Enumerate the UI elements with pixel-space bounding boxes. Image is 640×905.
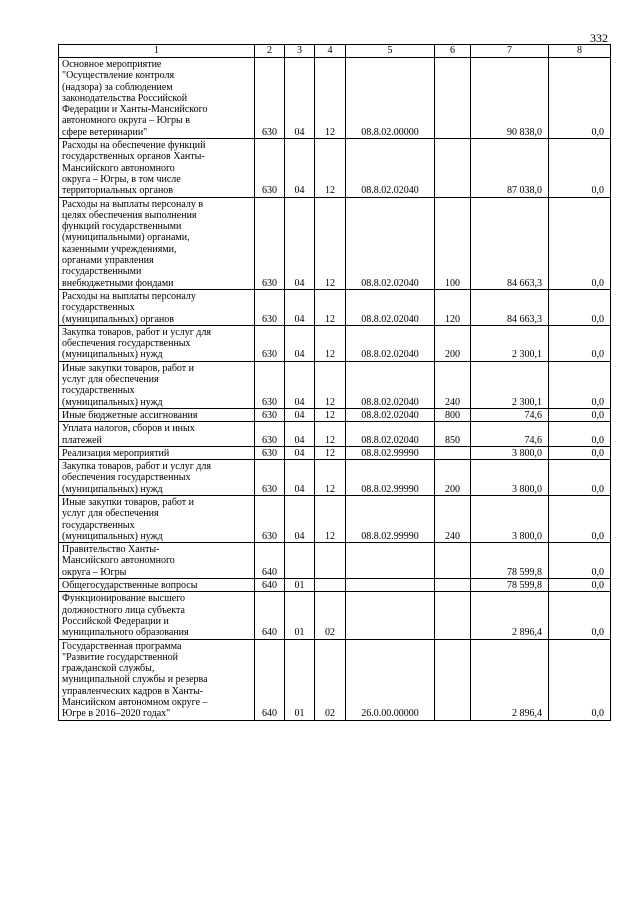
row-ministry-code: 630 <box>255 495 285 542</box>
row-section-code: 01 <box>285 579 315 592</box>
row-target-article: 08.8.02.99990 <box>346 460 435 496</box>
row-subsection-code <box>315 543 346 579</box>
row-expense-type <box>435 592 471 639</box>
row-section-code: 04 <box>285 495 315 542</box>
row-subsection-code: 12 <box>315 422 346 447</box>
row-amount-2: 0,0 <box>549 460 611 496</box>
row-name: Функционирование высшего должностного лица субъекта Российской Федерации и муниципального образования <box>59 592 255 639</box>
header-col-2: 2 <box>255 45 285 58</box>
table-row <box>59 58 611 139</box>
row-expense-type <box>435 543 471 579</box>
row-subsection-code: 12 <box>315 139 346 197</box>
row-ministry-code: 630 <box>255 361 285 408</box>
table-row <box>59 197 611 289</box>
row-amount-2: 0,0 <box>549 422 611 447</box>
row-expense-type: 240 <box>435 495 471 542</box>
row-section-code: 04 <box>285 289 315 325</box>
table-row <box>59 495 611 542</box>
row-amount-2: 0,0 <box>549 408 611 421</box>
row-target-article: 08.8.02.99990 <box>346 495 435 542</box>
row-amount: 84 663,3 <box>471 289 549 325</box>
row-amount-2: 0,0 <box>549 361 611 408</box>
row-target-article <box>346 592 435 639</box>
header-col-6: 6 <box>435 45 471 58</box>
row-subsection-code: 12 <box>315 460 346 496</box>
row-amount-2: 0,0 <box>549 495 611 542</box>
table-row <box>59 325 611 361</box>
row-section-code <box>285 543 315 579</box>
row-target-article: 08.8.02.02040 <box>346 197 435 289</box>
row-section-code: 04 <box>285 408 315 421</box>
row-expense-type: 200 <box>435 325 471 361</box>
header-col-5: 5 <box>346 45 435 58</box>
budget-table <box>58 44 611 721</box>
row-name: Расходы на обеспечение функций государственных органов Ханты- Мансийского автономного округа – Югры, в том числе территориальных органов <box>59 139 255 197</box>
row-name: Расходы на выплаты персоналу государственных (муниципальных) органов <box>59 289 255 325</box>
row-expense-type: 100 <box>435 197 471 289</box>
row-section-code: 04 <box>285 422 315 447</box>
row-section-code: 04 <box>285 460 315 496</box>
row-amount-2: 0,0 <box>549 639 611 720</box>
row-subsection-code: 12 <box>315 361 346 408</box>
row-subsection-code: 12 <box>315 446 346 459</box>
row-section-code: 04 <box>285 325 315 361</box>
table-row <box>59 408 611 421</box>
row-ministry-code: 640 <box>255 639 285 720</box>
row-name: Иные бюджетные ассигнования <box>59 408 255 421</box>
row-ministry-code: 630 <box>255 460 285 496</box>
row-target-article: 26.0.00.00000 <box>346 639 435 720</box>
row-amount: 3 800,0 <box>471 446 549 459</box>
row-amount: 90 838,0 <box>471 58 549 139</box>
row-subsection-code: 12 <box>315 197 346 289</box>
table-row <box>59 422 611 447</box>
row-ministry-code: 630 <box>255 446 285 459</box>
row-ministry-code: 640 <box>255 543 285 579</box>
row-name: Основное мероприятие "Осуществление контроля (надзора) за соблюдением законодательства Российской Федерации и Ханты-Мансийского автономного округа – Югры в сфере ветеринарии" <box>59 58 255 139</box>
row-amount-2: 0,0 <box>549 289 611 325</box>
table-row <box>59 460 611 496</box>
row-section-code: 04 <box>285 139 315 197</box>
row-amount-2: 0,0 <box>549 579 611 592</box>
row-amount: 3 800,0 <box>471 460 549 496</box>
row-ministry-code: 630 <box>255 139 285 197</box>
row-amount: 2 300,1 <box>471 361 549 408</box>
row-target-article: 08.8.02.02040 <box>346 325 435 361</box>
row-amount: 3 800,0 <box>471 495 549 542</box>
row-section-code: 04 <box>285 197 315 289</box>
row-amount: 78 599,8 <box>471 543 549 579</box>
row-subsection-code: 02 <box>315 639 346 720</box>
row-amount-2: 0,0 <box>549 325 611 361</box>
row-subsection-code: 12 <box>315 325 346 361</box>
row-ministry-code: 630 <box>255 408 285 421</box>
row-amount: 2 896,4 <box>471 639 549 720</box>
row-target-article: 08.8.02.02040 <box>346 408 435 421</box>
table-row <box>59 639 611 720</box>
row-ministry-code: 630 <box>255 289 285 325</box>
row-amount: 74,6 <box>471 408 549 421</box>
row-amount-2: 0,0 <box>549 446 611 459</box>
row-expense-type: 850 <box>435 422 471 447</box>
table-row <box>59 361 611 408</box>
table-row <box>59 543 611 579</box>
row-target-article: 08.8.02.02040 <box>346 422 435 447</box>
row-expense-type <box>435 446 471 459</box>
row-expense-type <box>435 579 471 592</box>
row-name: Правительство Ханты- Мансийского автономного округа – Югры <box>59 543 255 579</box>
row-amount-2: 0,0 <box>549 58 611 139</box>
row-amount-2: 0,0 <box>549 139 611 197</box>
row-ministry-code: 630 <box>255 422 285 447</box>
header-col-1: 1 <box>59 45 255 58</box>
row-ministry-code: 640 <box>255 592 285 639</box>
row-section-code: 04 <box>285 361 315 408</box>
row-amount: 74,6 <box>471 422 549 447</box>
row-target-article <box>346 579 435 592</box>
row-target-article <box>346 543 435 579</box>
row-subsection-code: 12 <box>315 289 346 325</box>
table-row <box>59 446 611 459</box>
header-row <box>59 45 611 58</box>
table-row <box>59 139 611 197</box>
header-col-8: 8 <box>549 45 611 58</box>
row-ministry-code: 630 <box>255 197 285 289</box>
row-section-code: 04 <box>285 58 315 139</box>
table-body <box>59 58 611 721</box>
row-target-article: 08.8.02.00000 <box>346 58 435 139</box>
page-number: 332 <box>590 31 608 45</box>
row-amount: 2 300,1 <box>471 325 549 361</box>
row-subsection-code: 12 <box>315 495 346 542</box>
row-expense-type: 200 <box>435 460 471 496</box>
row-target-article: 08.8.02.02040 <box>346 361 435 408</box>
row-name: Расходы на выплаты персоналу в целях обеспечения выполнения функций государственными (муниципальными) органами, казенными учреждениями, органами управления государственными внебюджетными фондами <box>59 197 255 289</box>
row-expense-type: 120 <box>435 289 471 325</box>
row-subsection-code: 12 <box>315 58 346 139</box>
header-col-4: 4 <box>315 45 346 58</box>
row-subsection-code: 02 <box>315 592 346 639</box>
row-ministry-code: 630 <box>255 325 285 361</box>
row-name: Уплата налогов, сборов и иных платежей <box>59 422 255 447</box>
row-name: Общегосударственные вопросы <box>59 579 255 592</box>
row-amount: 87 038,0 <box>471 139 549 197</box>
row-ministry-code: 630 <box>255 58 285 139</box>
row-name: Реализация мероприятий <box>59 446 255 459</box>
row-subsection-code: 12 <box>315 408 346 421</box>
row-target-article: 08.8.02.02040 <box>346 139 435 197</box>
row-name: Закупка товаров, работ и услуг для обеспечения государственных (муниципальных) нужд <box>59 325 255 361</box>
row-target-article: 08.8.02.02040 <box>346 289 435 325</box>
header-col-7: 7 <box>471 45 549 58</box>
row-name: Иные закупки товаров, работ и услуг для обеспечения государственных (муниципальных) нужд <box>59 361 255 408</box>
row-amount: 78 599,8 <box>471 579 549 592</box>
row-amount-2: 0,0 <box>549 197 611 289</box>
row-expense-type: 800 <box>435 408 471 421</box>
row-expense-type <box>435 139 471 197</box>
row-section-code: 01 <box>285 639 315 720</box>
row-amount: 2 896,4 <box>471 592 549 639</box>
row-section-code: 01 <box>285 592 315 639</box>
row-target-article: 08.8.02.99990 <box>346 446 435 459</box>
table-row <box>59 289 611 325</box>
row-section-code: 04 <box>285 446 315 459</box>
row-name: Иные закупки товаров, работ и услуг для обеспечения государственных (муниципальных) нужд <box>59 495 255 542</box>
row-expense-type: 240 <box>435 361 471 408</box>
row-name: Закупка товаров, работ и услуг для обеспечения государственных (муниципальных) нужд <box>59 460 255 496</box>
row-expense-type <box>435 58 471 139</box>
row-amount: 84 663,3 <box>471 197 549 289</box>
row-name: Государственная программа "Развитие государственной гражданской службы, муниципальной службы и резерва управленческих кадров в Ханты- Мансийском автономном округе – Югре в 2016–2020 годах" <box>59 639 255 720</box>
row-expense-type <box>435 639 471 720</box>
header-col-3: 3 <box>285 45 315 58</box>
row-subsection-code <box>315 579 346 592</box>
table-row <box>59 592 611 639</box>
row-amount-2: 0,0 <box>549 543 611 579</box>
row-ministry-code: 640 <box>255 579 285 592</box>
table-row <box>59 579 611 592</box>
row-amount-2: 0,0 <box>549 592 611 639</box>
